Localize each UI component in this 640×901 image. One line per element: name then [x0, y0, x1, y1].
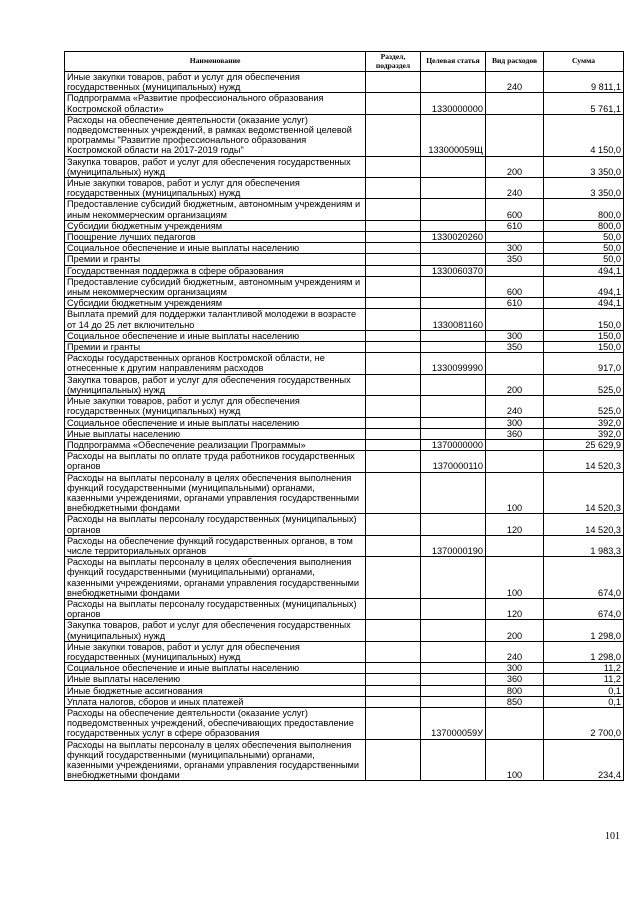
cell-section [366, 739, 421, 781]
table-row [65, 353, 624, 374]
cell-section [366, 620, 421, 641]
cell-name: Субсидии бюджетным учреждениям [65, 298, 366, 309]
cell-article [421, 428, 486, 439]
cell-type [486, 265, 544, 276]
cell-article: 1330060370 [421, 265, 486, 276]
cell-name: Премии и гранты [65, 254, 366, 265]
header-type: Вид расходов [486, 52, 544, 72]
cell-section [366, 309, 421, 330]
cell-section [366, 663, 421, 674]
table-row [65, 342, 624, 353]
cell-name: Иные бюджетные ассигнования [65, 685, 366, 696]
table-row [65, 641, 624, 662]
cell-type: 300 [486, 330, 544, 341]
cell-name: Подпрограмма «Обеспечение реализации Программы» [65, 439, 366, 450]
cell-type [486, 232, 544, 243]
cell-name: Закупка товаров, работ и услуг для обеспечения государственных (муниципальных) нужд [65, 156, 366, 177]
cell-name: Закупка товаров, работ и услуг для обеспечения государственных (муниципальных) нужд [65, 374, 366, 395]
cell-article: 1370000190 [421, 535, 486, 556]
cell-name: Иные выплаты населению [65, 428, 366, 439]
cell-article [421, 254, 486, 265]
cell-name: Социальное обеспечение и иные выплаты населению [65, 330, 366, 341]
table-row [65, 114, 624, 156]
cell-type: 200 [486, 156, 544, 177]
cell-article: 137000059У [421, 707, 486, 739]
cell-name: Расходы на выплаты персоналу государственных (муниципальных) органов [65, 598, 366, 619]
cell-section [366, 254, 421, 265]
cell-type: 600 [486, 199, 544, 220]
cell-article [421, 472, 486, 514]
cell-sum: 800,0 [544, 220, 624, 231]
cell-type: 360 [486, 674, 544, 685]
cell-section [366, 641, 421, 662]
cell-sum: 234,4 [544, 739, 624, 781]
cell-sum: 150,0 [544, 309, 624, 330]
cell-section [366, 298, 421, 309]
cell-type [486, 535, 544, 556]
header-name: Наименование [65, 52, 366, 72]
cell-article [421, 696, 486, 707]
cell-sum: 11,2 [544, 663, 624, 674]
cell-sum: 800,0 [544, 199, 624, 220]
cell-type: 800 [486, 685, 544, 696]
cell-article [421, 298, 486, 309]
cell-sum: 14 520,3 [544, 514, 624, 535]
cell-article: 1330081160 [421, 309, 486, 330]
cell-type [486, 707, 544, 739]
cell-section [366, 685, 421, 696]
cell-article: 1330000000 [421, 93, 486, 114]
cell-type: 610 [486, 220, 544, 231]
cell-section [366, 439, 421, 450]
header-sum: Сумма [544, 52, 624, 72]
cell-name: Расходы государственных органов Костромской области, не отнесенные к другим направлениям расходов [65, 353, 366, 374]
cell-sum: 9 811,1 [544, 72, 624, 93]
cell-section [366, 417, 421, 428]
cell-name: Социальное обеспечение и иные выплаты населению [65, 417, 366, 428]
cell-name: Расходы на выплаты персоналу государственных (муниципальных) органов [65, 514, 366, 535]
cell-article [421, 739, 486, 781]
cell-type [486, 451, 544, 472]
cell-article [421, 199, 486, 220]
cell-type [486, 439, 544, 450]
cell-section [366, 696, 421, 707]
cell-type: 100 [486, 739, 544, 781]
cell-section [366, 674, 421, 685]
cell-section [366, 353, 421, 374]
cell-article [421, 342, 486, 353]
cell-section [366, 707, 421, 739]
cell-name: Расходы на выплаты персоналу в целях обеспечения выполнения функций государственными (муниципальными) органами, казенными учреждениями, органами управления государственными внебюджетными фондами [65, 557, 366, 599]
cell-sum: 50,0 [544, 243, 624, 254]
cell-sum: 525,0 [544, 396, 624, 417]
cell-name: Иные закупки товаров, работ и услуг для обеспечения государственных (муниципальных) нужд [65, 72, 366, 93]
table-row [65, 451, 624, 472]
table-row [65, 156, 624, 177]
cell-type [486, 93, 544, 114]
table-row [65, 374, 624, 395]
table-row [65, 514, 624, 535]
cell-article [421, 663, 486, 674]
cell-type: 200 [486, 374, 544, 395]
cell-sum: 0,1 [544, 696, 624, 707]
cell-sum: 494,1 [544, 298, 624, 309]
table-row [65, 309, 624, 330]
cell-section [366, 265, 421, 276]
cell-sum: 25 629,9 [544, 439, 624, 450]
cell-name: Субсидии бюджетным учреждениям [65, 220, 366, 231]
cell-section [366, 114, 421, 156]
cell-sum: 525,0 [544, 374, 624, 395]
cell-article [421, 417, 486, 428]
cell-name: Расходы на обеспечение деятельности (оказание услуг) подведомственных учреждений, обеспечивающих предоставление государственных услуг в сфере образования [65, 707, 366, 739]
cell-name: Закупка товаров, работ и услуг для обеспечения государственных (муниципальных) нужд [65, 620, 366, 641]
table-row [65, 428, 624, 439]
cell-name: Иные закупки товаров, работ и услуг для обеспечения государственных (муниципальных) нужд [65, 178, 366, 199]
cell-article [421, 396, 486, 417]
cell-article: 1330020260 [421, 232, 486, 243]
table-row [65, 472, 624, 514]
cell-sum: 5 761,1 [544, 93, 624, 114]
cell-type: 300 [486, 243, 544, 254]
cell-article [421, 330, 486, 341]
cell-type: 300 [486, 417, 544, 428]
cell-type [486, 353, 544, 374]
cell-section [366, 93, 421, 114]
cell-type: 360 [486, 428, 544, 439]
cell-sum: 392,0 [544, 417, 624, 428]
cell-sum: 1 298,0 [544, 620, 624, 641]
cell-article [421, 620, 486, 641]
cell-type: 100 [486, 472, 544, 514]
budget-table [64, 51, 624, 781]
cell-type: 200 [486, 620, 544, 641]
cell-name: Предоставление субсидий бюджетным, автономным учреждениям и иным некоммерческим организациям [65, 199, 366, 220]
cell-section [366, 199, 421, 220]
cell-section [366, 156, 421, 177]
cell-name: Иные выплаты населению [65, 674, 366, 685]
cell-sum: 917,0 [544, 353, 624, 374]
cell-sum: 494,1 [544, 265, 624, 276]
cell-section [366, 243, 421, 254]
cell-name: Предоставление субсидий бюджетным, автономным учреждениям и иным некоммерческим организациям [65, 276, 366, 297]
cell-section [366, 598, 421, 619]
cell-name: Подпрограмма «Развитие профессионального образования Костромской области» [65, 93, 366, 114]
cell-type: 300 [486, 663, 544, 674]
cell-type: 350 [486, 254, 544, 265]
cell-article: 1370000110 [421, 451, 486, 472]
cell-section [366, 396, 421, 417]
cell-name: Расходы на выплаты по оплате труда работников государственных органов [65, 451, 366, 472]
cell-sum: 3 350,0 [544, 178, 624, 199]
cell-sum: 14 520,3 [544, 451, 624, 472]
cell-name: Премии и гранты [65, 342, 366, 353]
cell-section [366, 232, 421, 243]
table-row [65, 620, 624, 641]
table-row [65, 93, 624, 114]
cell-sum: 14 520,3 [544, 472, 624, 514]
cell-article [421, 685, 486, 696]
cell-name: Социальное обеспечение и иные выплаты населению [65, 243, 366, 254]
cell-sum: 150,0 [544, 330, 624, 341]
cell-article: 1370000000 [421, 439, 486, 450]
header-section: Раздел, подраздел [366, 52, 421, 72]
cell-sum: 4 150,0 [544, 114, 624, 156]
cell-name: Расходы на обеспечение деятельности (оказание услуг) подведомственных учреждений, в рамках ведомственной целевой программы "Развитие профессионального образования Костромской области на 2017-2019 годы" [65, 114, 366, 156]
cell-sum: 1 298,0 [544, 641, 624, 662]
table-row [65, 739, 624, 781]
table-row [65, 232, 624, 243]
cell-name: Социальное обеспечение и иные выплаты населению [65, 663, 366, 674]
cell-type: 610 [486, 298, 544, 309]
cell-type: 850 [486, 696, 544, 707]
cell-article [421, 72, 486, 93]
cell-sum: 3 350,0 [544, 156, 624, 177]
cell-section [366, 342, 421, 353]
cell-type [486, 114, 544, 156]
cell-article [421, 374, 486, 395]
cell-sum: 11,2 [544, 674, 624, 685]
cell-article: 1330099990 [421, 353, 486, 374]
cell-type: 100 [486, 557, 544, 599]
table-row [65, 685, 624, 696]
table-row [65, 439, 624, 450]
cell-article [421, 178, 486, 199]
cell-article: 133000059Щ [421, 114, 486, 156]
cell-name: Иные закупки товаров, работ и услуг для обеспечения государственных (муниципальных) нужд [65, 396, 366, 417]
cell-article [421, 557, 486, 599]
cell-article [421, 641, 486, 662]
cell-section [366, 451, 421, 472]
cell-article [421, 598, 486, 619]
table-row [65, 557, 624, 599]
cell-name: Выплата премий для поддержки талантливой молодежи в возрасте от 14 до 25 лет включительно [65, 309, 366, 330]
cell-type: 350 [486, 342, 544, 353]
cell-name: Иные закупки товаров, работ и услуг для обеспечения государственных (муниципальных) нужд [65, 641, 366, 662]
table-row [65, 674, 624, 685]
table-row [65, 298, 624, 309]
table-row [65, 254, 624, 265]
cell-sum: 392,0 [544, 428, 624, 439]
cell-article [421, 220, 486, 231]
cell-section [366, 276, 421, 297]
cell-type: 240 [486, 641, 544, 662]
cell-article [421, 514, 486, 535]
cell-article [421, 276, 486, 297]
cell-section [366, 557, 421, 599]
table-row [65, 243, 624, 254]
table-row [65, 199, 624, 220]
cell-sum: 2 700,0 [544, 707, 624, 739]
cell-name: Расходы на обеспечение функций государственных органов, в том числе территориальных органов [65, 535, 366, 556]
cell-type: 600 [486, 276, 544, 297]
table-row [65, 396, 624, 417]
header-article: Целевая статья [421, 52, 486, 72]
table-row [65, 707, 624, 739]
cell-section [366, 330, 421, 341]
table-row [65, 276, 624, 297]
table-row [65, 598, 624, 619]
cell-article [421, 674, 486, 685]
cell-section [366, 472, 421, 514]
cell-type: 120 [486, 598, 544, 619]
cell-section [366, 374, 421, 395]
table-row [65, 535, 624, 556]
cell-type: 240 [486, 178, 544, 199]
cell-type [486, 309, 544, 330]
cell-name: Поощрение лучших педагогов [65, 232, 366, 243]
cell-name: Уплата налогов, сборов и иных платежей [65, 696, 366, 707]
cell-type: 240 [486, 396, 544, 417]
cell-sum: 494,1 [544, 276, 624, 297]
table-row [65, 265, 624, 276]
cell-sum: 50,0 [544, 254, 624, 265]
cell-section [366, 72, 421, 93]
table-row [65, 220, 624, 231]
table-row [65, 696, 624, 707]
table-row [65, 178, 624, 199]
cell-name: Расходы на выплаты персоналу в целях обеспечения выполнения функций государственными (муниципальными) органами, казенными учреждениями, органами управления государственными внебюджетными фондами [65, 472, 366, 514]
cell-sum: 50,0 [544, 232, 624, 243]
table-row [65, 72, 624, 93]
cell-section [366, 514, 421, 535]
cell-type: 120 [486, 514, 544, 535]
cell-type: 240 [486, 72, 544, 93]
cell-name: Государственная поддержка в сфере образования [65, 265, 366, 276]
cell-section [366, 535, 421, 556]
cell-article [421, 156, 486, 177]
cell-section [366, 428, 421, 439]
cell-sum: 674,0 [544, 557, 624, 599]
cell-article [421, 243, 486, 254]
header-row [65, 52, 624, 72]
cell-name: Расходы на выплаты персоналу в целях обеспечения выполнения функций государственными (муниципальными) органами, казенными учреждениями, органами управления государственными внебюджетными фондами [65, 739, 366, 781]
table-row [65, 663, 624, 674]
cell-section [366, 220, 421, 231]
cell-sum: 1 983,3 [544, 535, 624, 556]
page-number: 101 [605, 831, 620, 842]
cell-sum: 674,0 [544, 598, 624, 619]
table-row [65, 330, 624, 341]
table-row [65, 417, 624, 428]
cell-sum: 150,0 [544, 342, 624, 353]
cell-sum: 0,1 [544, 685, 624, 696]
cell-section [366, 178, 421, 199]
